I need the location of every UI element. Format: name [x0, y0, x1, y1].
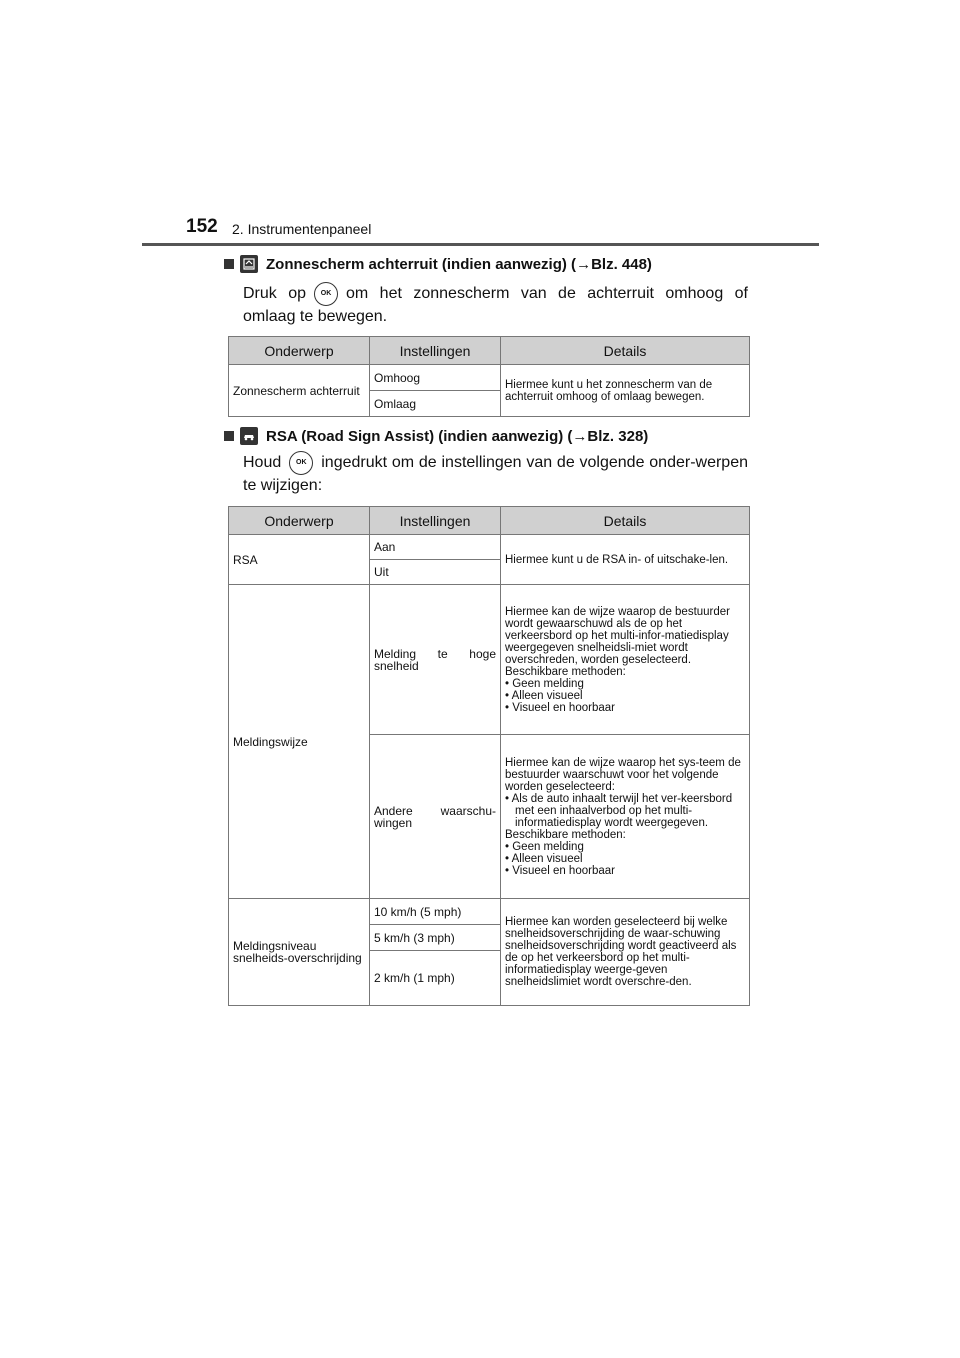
ok-button-icon: OK: [314, 282, 338, 306]
subject-cell: Zonnescherm achterruit: [229, 365, 370, 417]
subject-cell: RSA: [229, 535, 370, 585]
details-cell: Hiermee kunt u het zonnescherm van de achterruit omhoog of omlaag bewegen.: [501, 365, 750, 417]
setting-cell: 5 km/h (3 mph): [370, 925, 501, 951]
page-ref: Blz. 328): [587, 427, 649, 445]
methods-list: [505, 678, 745, 714]
section-heading-rsa: [224, 427, 648, 445]
setting-cell: Andere waarschu-wingen: [370, 735, 501, 899]
text-before: Houd: [243, 454, 282, 472]
rsa-table: [228, 506, 750, 1006]
details-intro: Hiermee kan de wijze waarop de bestuurder wordt gewaarschuwd als de op het verkeersbord op het multi-infor-matiedisplay weergegeven snelheidsli-miet wordt overschreden, worden geselecteerd.: [505, 605, 731, 666]
ok-button-icon: OK: [289, 451, 313, 475]
section-title: Zonnescherm achterruit (indien aanwezig) (: [266, 255, 577, 273]
setting-cell: 10 km/h (5 mph): [370, 899, 501, 925]
section-description: [243, 282, 748, 328]
details-cell: Hiermee kunt u de RSA in- of uitschake-len.: [501, 535, 750, 585]
page-ref: Blz. 448): [591, 255, 652, 273]
column-header: Instellingen: [370, 337, 501, 365]
sunshade-icon: [240, 255, 258, 273]
list-item: • Visueel en hoorbaar: [505, 702, 745, 714]
column-header: Details: [501, 337, 750, 365]
road-sign-car-icon: [240, 427, 258, 445]
text-before: Druk op: [243, 285, 307, 303]
list-item: • Alleen visueel: [505, 690, 745, 702]
sunshade-table: [228, 336, 750, 417]
text-after: ingedrukt om de instellingen van de volgende onder-werpen te wijzigen:: [243, 454, 748, 494]
setting-cell: Omlaag: [370, 391, 501, 417]
list-item: • Geen melding: [505, 841, 745, 853]
header-rule: [142, 243, 819, 246]
bullet-square-icon: [224, 259, 234, 269]
section-heading-sunshade: [224, 255, 652, 273]
column-header: Details: [501, 507, 750, 535]
details-intro: Hiermee kan de wijze waarop het sys-teem de bestuurder waarschuwt voor het volgende worden geselecteerd:: [505, 756, 741, 793]
details-cell: Hiermee kan worden geselecteerd bij welke snelheidsoverschrijding de waar-schuwing snelheidsoverschrijding wordt geactiveerd als de op het verkeersbord op het multi-informatiedisplay weerge-geven snelheidslimiet wordt overschre-den.: [501, 899, 750, 1006]
details-cell: [501, 735, 750, 899]
page-number: 152: [186, 216, 218, 237]
list-item: • Visueel en hoorbaar: [505, 865, 745, 877]
bullet-square-icon: [224, 431, 234, 441]
subject-cell: Meldingsniveau snelheids-overschrijding: [229, 899, 370, 1006]
methods-list: [505, 841, 745, 877]
setting-cell: Melding te hoge snelheid: [370, 585, 501, 735]
column-header: Onderwerp: [229, 337, 370, 365]
setting-cell: Uit: [370, 560, 501, 585]
methods-label: Beschikbare methoden:: [505, 828, 626, 841]
list-item: • Als de auto inhaalt terwijl het ver-keersbord met een inhaalverbod op het multi-informatiedisplay wordt weergegeven.: [505, 793, 745, 829]
items-list: [505, 793, 745, 829]
list-item: • Geen melding: [505, 678, 745, 690]
text-after: om het zonnescherm van de achterruit omhoog of omlaag te bewegen.: [243, 285, 748, 325]
column-header: Instellingen: [370, 507, 501, 535]
arrow-right-icon: →: [576, 255, 592, 273]
details-cell: [501, 585, 750, 735]
column-header: Onderwerp: [229, 507, 370, 535]
list-item: • Alleen visueel: [505, 853, 745, 865]
chapter-title: 2. Instrumentenpaneel: [232, 221, 372, 237]
setting-cell: Omhoog: [370, 365, 501, 391]
arrow-right-icon: →: [572, 427, 588, 445]
subject-cell: Meldingswijze: [229, 585, 370, 899]
section-title: RSA (Road Sign Assist) (indien aanwezig) (: [266, 427, 573, 445]
methods-label: Beschikbare methoden:: [505, 665, 626, 678]
section-description: [243, 451, 748, 497]
setting-cell: Aan: [370, 535, 501, 560]
setting-cell: 2 km/h (1 mph): [370, 951, 501, 1006]
